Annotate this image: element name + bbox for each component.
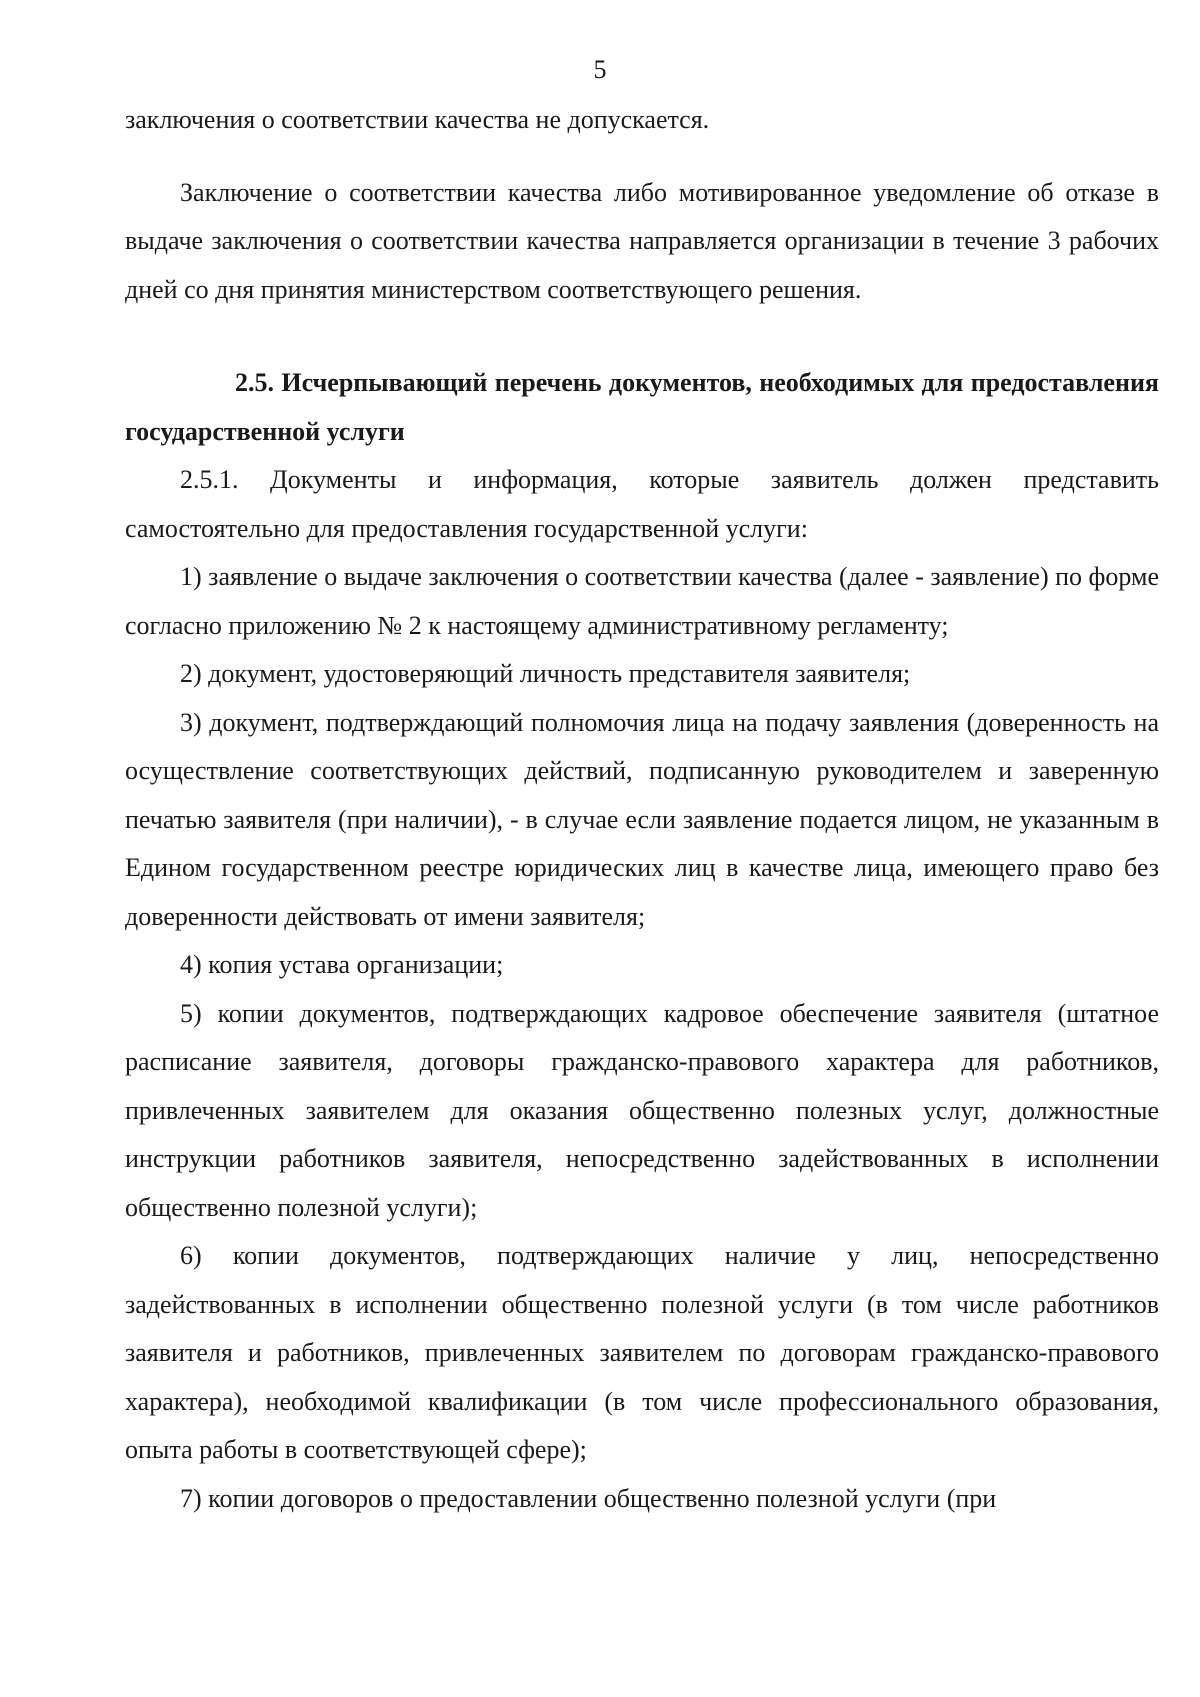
- section-heading-text: Исчерпывающий перечень документов, необходимых для предоставления государственной услуги: [125, 368, 1159, 446]
- paragraph-2-5-1: 2.5.1. Документы и информация, которые заявитель должен представить самостоятельно для предоставления государственной услуги:: [125, 465, 1159, 543]
- list-item-5: 5) копии документов, подтверждающих кадровое обеспечение заявителя (штатное расписание заявителя, договоры гражданско-правового характера для работников, привлеченных заявителем для оказания общественно полезных услуг, должностные инструкции работников заявителя, непосредственно задействованных в исполнении общественно полезной услуги);: [125, 998, 1159, 1222]
- list-item-7: 7) копии договоров о предоставлении общественно полезной услуги (при: [180, 1483, 997, 1513]
- page-number: 5: [593, 55, 607, 84]
- list-item-3: 3) документ, подтверждающий полномочия лица на подачу заявления (доверенность на осуществление соответствующих действий, подписанную руководителем и заверенную печатью заявителя (при наличии), - в случае если заявление подается лицом, не указанным в Едином государственном реестре юридических лиц в качестве лица, имеющего право без доверенности действовать от имени заявителя;: [125, 707, 1159, 931]
- paragraph-continuation: заключения о соответствии качества не допускается.: [125, 105, 710, 134]
- section-heading-number: 2.5.: [235, 368, 274, 397]
- paragraph-conclusion-notice: Заключение о соответствии качества либо мотивированное уведомление об отказе в выдаче заключения о соответствии качества направляется организации в течение 3 рабочих дней со дня принятия министерством соответствующего решения.: [125, 177, 1159, 304]
- list-item-6: 6) копии документов, подтверждающих наличие у лиц, непосредственно задействованных в исполнении общественно полезной услуги (в том числе работников заявителя и работников, привлеченных заявителем по договорам гражданско-правового характера), необходимой квалификации (в том числе профессионального образования, опыта работы в соответствующей сфере);: [125, 1241, 1159, 1464]
- list-item-1: 1) заявление о выдаче заключения о соответствии качества (далее - заявление) по форме согласно приложению № 2 к настоящему административному регламенту;: [125, 562, 1159, 640]
- section-heading: [125, 359, 1159, 456]
- list-item-2: 2) документ, удостоверяющий личность представителя заявителя;: [180, 659, 911, 688]
- document-body: [125, 96, 1159, 1523]
- list-item-4: 4) копия устава организации;: [180, 950, 504, 979]
